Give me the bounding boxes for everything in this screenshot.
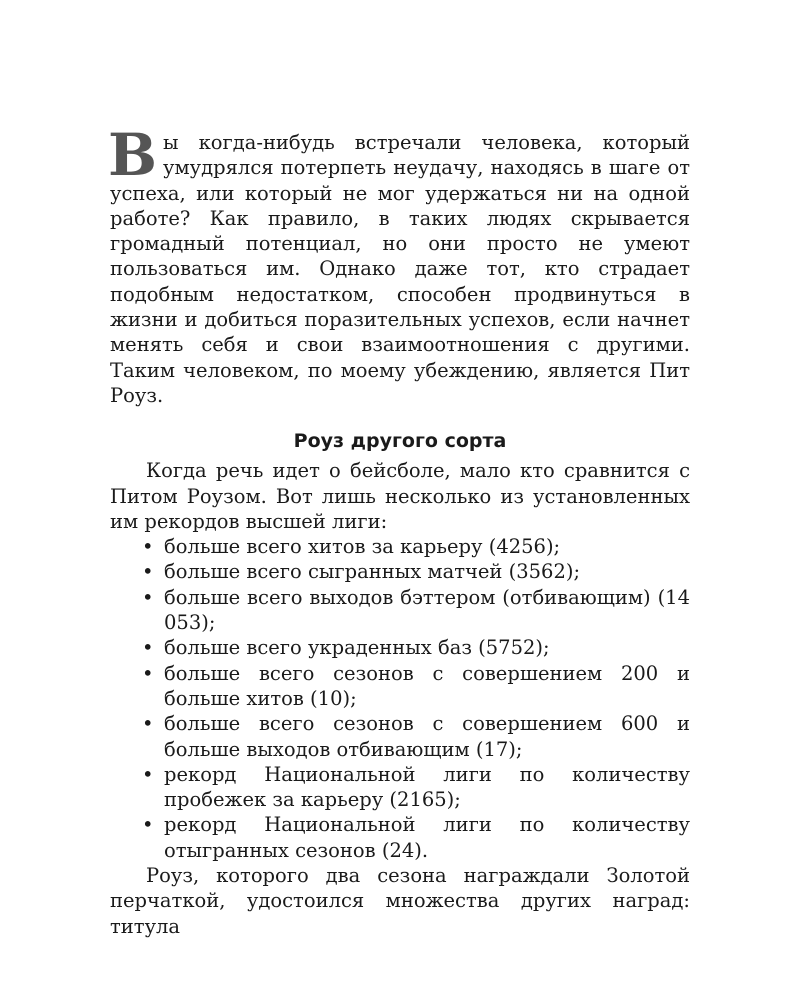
list-item bbox=[142, 711, 690, 762]
bullet: • bbox=[142, 636, 154, 660]
list-item bbox=[142, 661, 690, 712]
bullet: • bbox=[142, 762, 154, 786]
list-item-text: больше всего украденных баз (5752); bbox=[164, 636, 550, 660]
list-item-text: больше всего сыгранных матчей (3562); bbox=[164, 560, 581, 584]
list-item-text: рекорд Национальной лиги по количеству пробежек за карьеру (2165); bbox=[164, 762, 690, 812]
book-page bbox=[108, 121, 690, 939]
list-item bbox=[142, 635, 690, 660]
records-list bbox=[110, 534, 690, 863]
list-item-text: рекорд Национальной лиги по количеству отыгранных сезонов (24). bbox=[164, 813, 690, 862]
bullet: • bbox=[142, 813, 154, 837]
list-item-text: больше всего хитов за карьеру (4256); bbox=[164, 535, 561, 559]
bullet: • bbox=[142, 535, 154, 559]
list-item-text: больше всего сезонов с совершением 600 и больше выходов отбивающим (17); bbox=[164, 712, 690, 761]
list-item bbox=[142, 585, 690, 636]
drop-cap: В bbox=[108, 121, 158, 189]
list-item bbox=[142, 812, 690, 863]
list-item-text: больше всего сезонов с совершением 200 и больше хитов (10); bbox=[164, 661, 690, 710]
bullet: • bbox=[142, 585, 154, 609]
section-heading: Роуз другого сорта bbox=[293, 430, 507, 453]
list-item bbox=[142, 534, 690, 559]
paragraph-awards: Роуз, которого два сезона награждали Золотой перчаткой, удостоился множества других наград: титула bbox=[110, 864, 690, 938]
bullet: • bbox=[142, 712, 154, 736]
intro-text: ы когда-нибудь встречали человека, который умудрялся потерпеть неудачу, находясь в шаге от успеха, или который не мог удержаться ни на одной работе? Как правило, в таких людях скрывается громадный потенциал, но они просто не умеют пользоваться им. Однако даже тот, кто страдает подобным недостатком, способен продвинуться в жизни и добиться поразительных успехов, если начнет менять себя и свои взаимоотношения с другими. Таким человеком, по моему убеждению, является Пит Роуз. bbox=[110, 131, 690, 407]
bullet: • bbox=[142, 661, 154, 685]
paragraph-baseball-intro: Когда речь идет о бейсболе, мало кто сравнится с Питом Роузом. Вот лишь несколько из установленных им рекордов высшей лиги: bbox=[110, 459, 690, 533]
list-item-text: больше всего выходов бэттером (отбивающим) (14 053); bbox=[164, 585, 690, 635]
intro-paragraph bbox=[108, 121, 690, 408]
bullet: • bbox=[142, 560, 154, 584]
list-item bbox=[142, 559, 690, 584]
list-item bbox=[142, 762, 690, 813]
